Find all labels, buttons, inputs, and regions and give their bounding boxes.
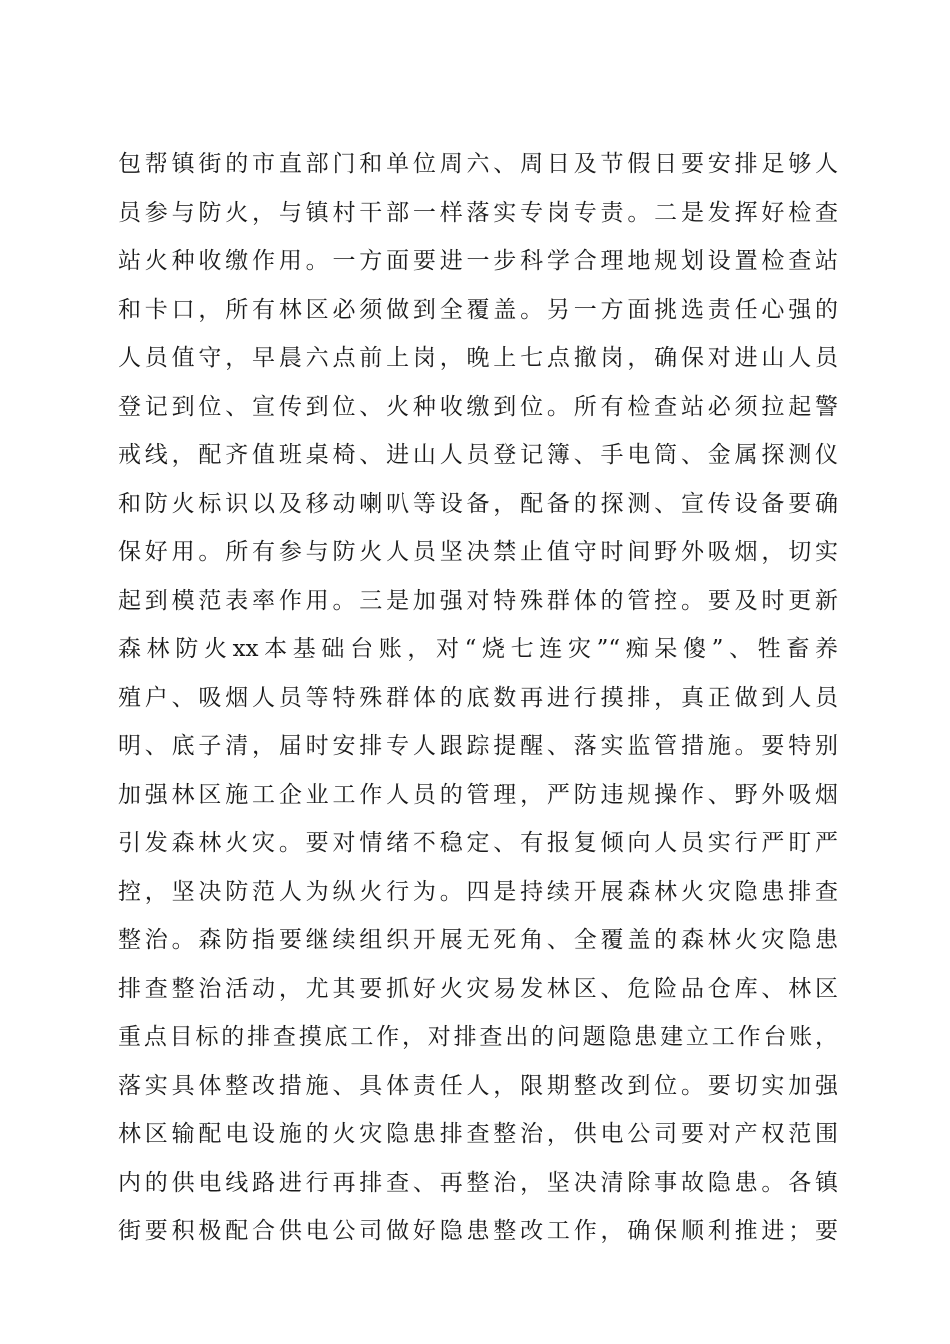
text-line: 森林防火xx本基础台账，对“烧七连灾”“痴呆傻”、牲畜养 xyxy=(118,636,838,662)
text-line: 明、底子清，届时安排专人跟踪提醒、落实监管措施。要特别 xyxy=(118,733,838,759)
text-line: 戒线，配齐值班桌椅、进山人员登记簿、手电筒、金属探测仪 xyxy=(118,442,838,468)
text-line: 引发森林火灾。要对情绪不稳定、有报复倾向人员实行严盯严 xyxy=(118,830,838,856)
text-line: 人员值守，早晨六点前上岗，晚上七点撤岗，确保对进山人员 xyxy=(118,345,838,371)
text-line: 起到模范表率作用。三是加强对特殊群体的管控。要及时更新 xyxy=(118,587,838,614)
text-line: 内的供电线路进行再排查、再整治，坚决清除事故隐患。各镇 xyxy=(118,1169,838,1196)
text-line: 殖户、吸烟人员等特殊群体的底数再进行摸排，真正做到人员 xyxy=(118,684,838,711)
text-line: 街要积极配合供电公司做好隐患整改工作，确保顺利推进；要 xyxy=(118,1218,838,1244)
text-line: 控，坚决防范人为纵火行为。四是持续开展森林火灾隐患排查 xyxy=(118,878,838,905)
text-line: 登记到位、宣传到位、火种收缴到位。所有检查站必须拉起警 xyxy=(118,393,838,420)
text-line: 和卡口，所有林区必须做到全覆盖。另一方面挑选责任心强的 xyxy=(118,296,838,323)
text-line: 林区输配电设施的火灾隐患排查整治，供电公司要对产权范围 xyxy=(118,1121,838,1147)
text-line: 和防火标识以及移动喇叭等设备，配备的探测、宣传设备要确 xyxy=(118,490,838,517)
text-line: 重点目标的排查摸底工作，对排查出的问题隐患建立工作台账， xyxy=(118,1024,838,1050)
text-line: 落实具体整改措施、具体责任人，限期整改到位。要切实加强 xyxy=(118,1072,838,1099)
text-line: 站火种收缴作用。一方面要进一步科学合理地规划设置检查站 xyxy=(118,248,838,274)
text-line: 保好用。所有参与防火人员坚决禁止值守时间野外吸烟，切实 xyxy=(118,539,838,565)
text-line: 包帮镇街的市直部门和单位周六、周日及节假日要安排足够人 xyxy=(118,151,838,177)
text-line: 加强林区施工企业工作人员的管理，严防违规操作、野外吸烟 xyxy=(118,781,838,808)
body-text xyxy=(118,140,838,1256)
text-line: 员参与防火，与镇村干部一样落实专岗专责。二是发挥好检查 xyxy=(118,199,838,226)
text-line: 整治。森防指要继续组织开展无死角、全覆盖的森林火灾隐患 xyxy=(118,927,838,953)
text-line: 排查整治活动，尤其要抓好火灾易发林区、危险品仓库、林区 xyxy=(118,975,838,1002)
